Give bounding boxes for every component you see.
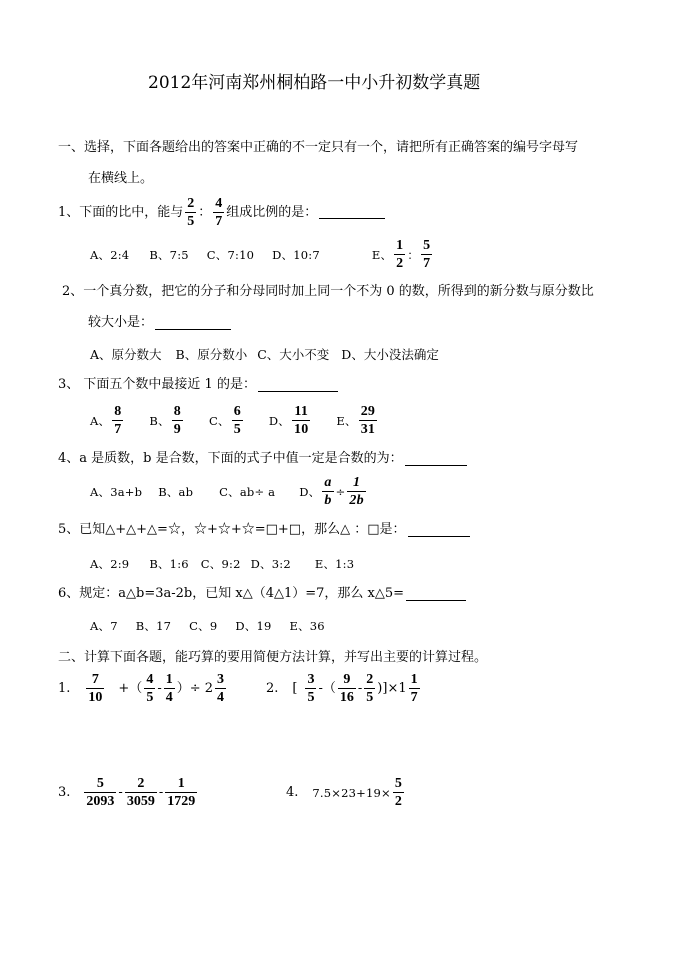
calc4-fraction-1 <box>393 776 404 809</box>
q3-fraction-a <box>112 404 123 437</box>
calc2-f4-num: 1 <box>410 672 418 687</box>
calc1-f4-num: 3 <box>217 672 225 687</box>
q4-option-a: A、3a+b <box>90 484 143 499</box>
q5-text: 5、已知△+△+△=☆，☆+☆+☆=□+□，那么△ ：□是： <box>58 522 406 537</box>
q1-post: 组成比例的是： <box>226 204 318 220</box>
q6-answer-blank[interactable] <box>406 588 466 601</box>
calc1-f1-den: 10 <box>88 690 103 705</box>
q3-answer-blank[interactable] <box>258 379 338 392</box>
calc1-f3-num: 1 <box>165 672 173 687</box>
q2-line2-row <box>88 315 231 331</box>
q1-options <box>90 238 434 271</box>
q1-e-f1-num: 1 <box>396 238 404 253</box>
q6-option-a: A、7 <box>90 619 118 633</box>
calc3-f3-num: 1 <box>165 776 197 793</box>
q3-text: 3、 下面五个数中最接近 1 的是： <box>58 377 256 392</box>
q3-fb-den: 9 <box>173 422 181 437</box>
q1-f2-num: 4 <box>215 196 223 211</box>
q5-option-b: B、1:6 <box>149 557 189 571</box>
calc2-fraction-3 <box>364 672 375 705</box>
q4-d-f1-num: a <box>324 475 332 490</box>
calc3-fraction-1 <box>84 776 116 809</box>
q6-options <box>90 618 325 634</box>
q3-fraction-c <box>232 404 243 437</box>
q3-fd-num: 11 <box>292 404 310 421</box>
q1-colon: ： <box>198 204 212 220</box>
q3-fa-den: 7 <box>114 422 122 437</box>
calc3-fraction-2 <box>125 776 157 809</box>
calc3-f3-den: 1729 <box>167 794 196 809</box>
calc1-f2-den: 5 <box>146 690 154 705</box>
calc2-f3-den: 5 <box>366 690 374 705</box>
section1-heading: 一、选择，下面各题给出的答案中正确的不一定只有一个，请把所有正确答案的编号字母写 <box>58 140 579 155</box>
q4-options <box>90 475 368 508</box>
q2-option-a: A、原分数大 <box>90 347 162 362</box>
q4-d-fraction-2 <box>347 475 365 508</box>
q3-fa-num: 8 <box>114 404 122 419</box>
q3-fe-den: 31 <box>360 422 376 437</box>
q1-answer-blank[interactable] <box>319 206 385 219</box>
calc2-close: )]×1 <box>377 680 407 696</box>
calc2-fraction-2 <box>338 672 356 705</box>
q3-fe-num: 29 <box>360 404 376 419</box>
calc2-f3-num: 2 <box>366 672 374 687</box>
q1-e-f1-den: 2 <box>396 256 404 271</box>
q6-option-b: B、17 <box>135 619 172 633</box>
calc2-fraction-1 <box>305 672 316 705</box>
calc1-close: ）÷ 2 <box>176 680 214 696</box>
q3-fd-den: 10 <box>294 422 309 437</box>
calc2-f4-den: 7 <box>410 690 418 705</box>
calc3-f1-den: 2093 <box>86 794 115 809</box>
q4-option-c: C、ab÷ a <box>219 484 276 499</box>
calc3-minus-2: - <box>158 784 164 800</box>
calc2-f1-num: 3 <box>307 672 315 687</box>
q4-line <box>58 451 467 467</box>
q1-f1-den: 5 <box>187 214 195 229</box>
calc1-f4-den: 4 <box>217 690 225 705</box>
q3-options <box>90 404 379 437</box>
q6-text: 6、规定：a△b=3a-2b，已知 x△（4△1）=7，那么 x△5= <box>58 586 405 601</box>
q3-label-e: E、 <box>336 413 357 428</box>
section1-heading-cont: 在横线上。 <box>88 171 154 186</box>
calc2-label: 2. <box>266 680 279 696</box>
q1-fraction-1 <box>185 196 196 229</box>
q2-option-d: D、大小没法确定 <box>341 347 439 362</box>
q3-fraction-e <box>359 404 377 437</box>
calc2-f1-den: 5 <box>307 690 315 705</box>
calc2-open: [ <box>292 680 298 696</box>
q4-d-operator: ÷ <box>335 484 346 499</box>
calc-problem-4 <box>286 776 406 809</box>
q1-fraction-2 <box>213 196 224 229</box>
calc4-expression: 7.5×23+19× <box>312 785 391 800</box>
calc3-fraction-3 <box>165 776 197 809</box>
q4-option-d: D、 <box>299 484 321 499</box>
q4-option-b: B、ab <box>158 484 194 499</box>
calc1-f1-num: 7 <box>86 672 104 689</box>
calc1-fraction-1 <box>86 672 104 705</box>
calc2-f2-num: 9 <box>338 672 356 689</box>
page-title: 2012年河南郑州桐柏路一中小升初数学真题 <box>148 73 481 93</box>
calc4-f1-num: 5 <box>394 776 402 791</box>
q1-e-f2-den: 7 <box>423 256 431 271</box>
calc1-f3-den: 4 <box>165 690 173 705</box>
q1-option-e: E、 <box>371 247 393 262</box>
q2-line1: 2、一个真分数，把它的分子和分母同时加上同一个不为 0 的数，所得到的新分数与原分数比 <box>62 284 594 299</box>
q2-option-c: C、大小不变 <box>257 347 330 362</box>
q3-label-a: A、 <box>90 413 111 428</box>
calc3-f1-num: 5 <box>84 776 116 793</box>
calc-problem-3 <box>58 776 199 809</box>
q1-e-fraction-2 <box>421 238 432 271</box>
calc3-f2-num: 2 <box>125 776 157 793</box>
calc4-f1-den: 2 <box>394 794 402 809</box>
q3-fraction-b <box>172 404 183 437</box>
q1-e-f2-num: 5 <box>423 238 431 253</box>
q5-option-c: C、9:2 <box>200 557 241 571</box>
calc1-f2-num: 4 <box>146 672 154 687</box>
q3-fc-den: 5 <box>233 422 241 437</box>
q3-line <box>58 377 338 393</box>
q1-f1-num: 2 <box>187 196 195 211</box>
calc1-fraction-2 <box>144 672 155 705</box>
q5-option-d: D、3:2 <box>250 557 291 571</box>
q2-answer-blank[interactable] <box>155 317 231 330</box>
calc2-minus-2: - <box>357 680 363 696</box>
q5-option-a: A、2:9 <box>90 557 130 571</box>
q3-label-b: B、 <box>149 413 170 428</box>
calc4-label: 4. <box>286 784 299 800</box>
calc-problem-2 <box>266 672 422 705</box>
q2-option-b: B、原分数小 <box>175 347 248 362</box>
calc1-label: 1. <box>58 680 71 696</box>
q1-option-d: D、10:7 <box>272 247 320 262</box>
q5-answer-blank[interactable] <box>408 524 470 537</box>
q1-option-b: B、7:5 <box>149 247 189 262</box>
q5-option-e: E、1:3 <box>314 557 355 571</box>
q2-options <box>90 347 439 363</box>
q4-d-f1-den: b <box>324 493 332 508</box>
calc3-label: 3. <box>58 784 71 800</box>
calc2-minus-1: -（ <box>318 680 336 696</box>
q1-e-colon: ： <box>407 247 420 262</box>
calc2-f2-den: 16 <box>339 690 354 705</box>
q3-fc-num: 6 <box>233 404 241 419</box>
q1-e-fraction-1 <box>394 238 405 271</box>
calc-problem-1 <box>58 672 228 705</box>
q3-fraction-d <box>292 404 310 437</box>
calc2-fraction-4 <box>409 672 420 705</box>
q1-line <box>58 196 385 229</box>
q2-line2: 较大小是： <box>88 315 154 330</box>
calc1-minus: - <box>157 680 162 696</box>
q1-pre: 1、下面的比中，能与 <box>58 204 184 220</box>
q1-f2-den: 7 <box>215 214 223 229</box>
q1-option-a: A、2:4 <box>90 247 130 262</box>
calc3-f2-den: 3059 <box>126 794 155 809</box>
calc1-fraction-4 <box>215 672 226 705</box>
q4-text: 4、a 是质数，b 是合数，下面的式子中值一定是合数的为： <box>58 451 403 466</box>
q3-label-c: C、 <box>208 413 230 428</box>
q6-option-d: D、19 <box>235 619 272 633</box>
q1-option-c: C、7:10 <box>206 247 255 262</box>
q5-options <box>90 556 354 572</box>
q4-d-f2-num: 1 <box>347 475 365 492</box>
q5-line <box>58 522 470 538</box>
calc3-minus-1: - <box>118 784 123 800</box>
calc1-plus: +（ <box>118 680 143 696</box>
q4-answer-blank[interactable] <box>405 453 467 466</box>
calc1-fraction-3 <box>164 672 175 705</box>
q6-option-e: E、36 <box>289 619 325 633</box>
q3-label-d: D、 <box>268 413 291 428</box>
q6-line <box>58 586 466 602</box>
q4-d-fraction-1 <box>322 475 333 508</box>
section2-heading: 二、计算下面各题，能巧算的要用简便方法计算，并写出主要的计算过程。 <box>58 650 488 665</box>
q3-fb-num: 8 <box>173 404 181 419</box>
q4-d-f2-den: 2b <box>349 493 364 508</box>
q6-option-c: C、9 <box>189 619 218 633</box>
